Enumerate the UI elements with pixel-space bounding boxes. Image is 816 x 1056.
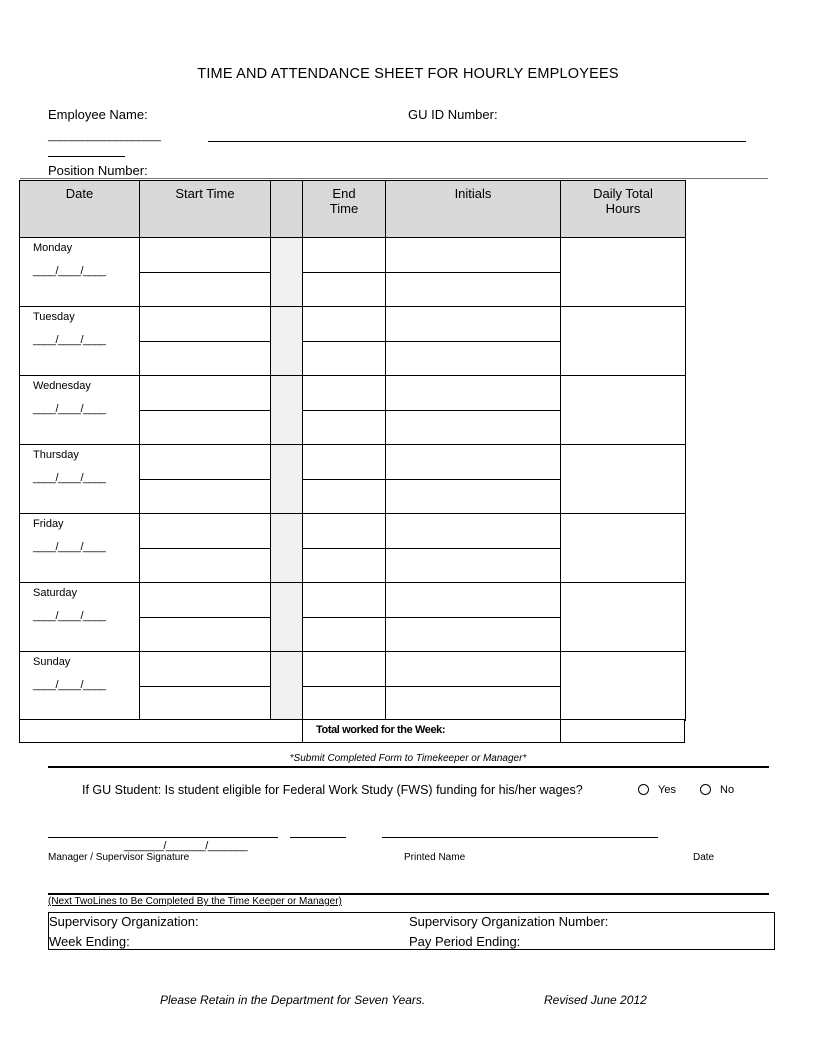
initials-input[interactable] — [385, 410, 561, 445]
timekeeper-note: (Next TwoLines to Be Completed By the Time Keeper or Manager) — [48, 896, 342, 907]
end-time-input[interactable] — [302, 479, 386, 514]
initials-input[interactable] — [385, 375, 561, 411]
fws-yes-label: Yes — [658, 784, 676, 796]
start-time-input[interactable] — [139, 306, 271, 342]
signature-date-field[interactable]: _______/_______/_______ — [124, 840, 248, 852]
day-label: Monday — [33, 242, 73, 254]
day-label: Saturday — [33, 587, 78, 599]
end-time-input[interactable] — [302, 341, 386, 376]
fws-question: If GU Student: Is student eligible for Federal Work Study (FWS) funding for his/her wages? — [82, 783, 583, 797]
daily-total-input[interactable] — [560, 513, 686, 583]
daily-total-input[interactable] — [560, 237, 686, 307]
name-underline-line — [208, 141, 746, 142]
header-separator — [20, 178, 768, 179]
position-number-label: Position Number: — [48, 163, 148, 178]
daily-total-input[interactable] — [560, 651, 686, 721]
submit-note: *Submit Completed Form to Timekeeper or Manager* — [289, 753, 527, 764]
initials-input[interactable] — [385, 651, 561, 687]
initials-input[interactable] — [385, 444, 561, 480]
date-cell — [19, 444, 140, 514]
day-rows — [19, 237, 686, 720]
header-end-time: End Time — [329, 186, 359, 216]
day-label: Tuesday — [33, 311, 75, 323]
start-time-input[interactable] — [139, 444, 271, 480]
spacer-cell — [270, 444, 303, 514]
revised-note: Revised June 2012 — [544, 993, 647, 1007]
submit-separator — [48, 766, 769, 768]
fws-no-label: No — [720, 784, 735, 796]
date-label: Date — [693, 852, 715, 863]
manager-signature-line[interactable] — [48, 837, 278, 838]
employee-name-label: Employee Name: — [48, 107, 148, 122]
spacer-cell — [270, 651, 303, 721]
start-time-input[interactable] — [139, 237, 271, 273]
pay-period-ending-label: Pay Period Ending: — [409, 934, 521, 949]
spacer-cell — [270, 582, 303, 652]
daily-total-input[interactable] — [560, 306, 686, 376]
date-cell — [19, 513, 140, 583]
week-ending-label: Week Ending: — [49, 934, 130, 949]
name-underline-text: ____________________ — [48, 130, 161, 142]
header-daily-total: Daily Total Hours — [593, 186, 653, 216]
spacer-cell — [270, 513, 303, 583]
initials-input[interactable] — [385, 237, 561, 273]
timekeeper-separator — [48, 893, 769, 895]
fws-yes-radio[interactable] — [638, 784, 649, 795]
total-blank-cell — [19, 719, 303, 743]
daily-total-input[interactable] — [560, 375, 686, 445]
day-row — [19, 582, 686, 652]
end-time-input[interactable] — [302, 375, 386, 411]
start-time-input[interactable] — [139, 686, 271, 721]
end-time-input[interactable] — [302, 582, 386, 618]
day-row — [19, 306, 686, 376]
spacer-cell — [270, 237, 303, 307]
retain-note: Please Retain in the Department for Seven Years. — [160, 993, 426, 1007]
date-cell — [19, 237, 140, 307]
employee-name-field[interactable] — [48, 130, 746, 144]
date-entry-field[interactable]: ____/____/____ — [33, 679, 106, 691]
time-table — [19, 180, 686, 744]
daily-total-input[interactable] — [560, 582, 686, 652]
end-time-input[interactable] — [302, 272, 386, 307]
weekly-total-input[interactable] — [560, 719, 685, 743]
start-time-input[interactable] — [139, 410, 271, 445]
initials-input[interactable] — [385, 306, 561, 342]
start-time-input[interactable] — [139, 582, 271, 618]
supervisory-org-label: Supervisory Organization: — [49, 914, 199, 929]
end-time-input[interactable] — [302, 444, 386, 480]
spacer-cell — [270, 375, 303, 445]
initials-input[interactable] — [385, 341, 561, 376]
supervisory-org-number-label: Supervisory Organization Number: — [409, 914, 609, 929]
initials-input[interactable] — [385, 686, 561, 721]
date-cell — [19, 375, 140, 445]
date-entry-field[interactable]: ____/____/____ — [33, 265, 106, 277]
fws-no-radio[interactable] — [700, 784, 711, 795]
end-time-input[interactable] — [302, 306, 386, 342]
initials-input[interactable] — [385, 272, 561, 307]
page-title: TIME AND ATTENDANCE SHEET FOR HOURLY EMPLOYEES — [197, 66, 619, 82]
day-row — [19, 444, 686, 514]
start-time-input[interactable] — [139, 617, 271, 652]
day-label: Wednesday — [33, 380, 91, 392]
initials-input[interactable] — [385, 548, 561, 583]
end-time-input[interactable] — [302, 686, 386, 721]
start-time-input[interactable] — [139, 548, 271, 583]
initials-input[interactable] — [385, 513, 561, 549]
printed-name-line[interactable] — [382, 837, 658, 838]
end-time-input[interactable] — [302, 548, 386, 583]
end-time-input[interactable] — [302, 237, 386, 273]
short-underline — [48, 156, 125, 157]
header-initials: Initials — [454, 186, 492, 201]
total-label: Total worked for the Week: — [316, 724, 446, 736]
date-cell — [19, 582, 140, 652]
start-time-input[interactable] — [139, 341, 271, 376]
date-entry-field[interactable]: ____/____/____ — [33, 541, 106, 553]
initials-input[interactable] — [385, 479, 561, 514]
printed-name-label: Printed Name — [404, 852, 466, 863]
date-cell — [19, 306, 140, 376]
initials-input[interactable] — [385, 582, 561, 618]
start-time-input[interactable] — [139, 272, 271, 307]
date-entry-field[interactable]: ____/____/____ — [33, 334, 106, 346]
header-start-time: Start Time — [175, 186, 235, 201]
header-date: Date — [65, 186, 94, 201]
date-entry-field[interactable]: ____/____/____ — [33, 403, 106, 415]
date-cell — [19, 651, 140, 721]
header-spacer-cell — [270, 180, 303, 238]
total-label-cell — [302, 719, 561, 743]
day-row — [19, 375, 686, 445]
day-label: Sunday — [33, 656, 71, 668]
spacer-cell — [270, 306, 303, 376]
end-time-input[interactable] — [302, 410, 386, 445]
day-row — [19, 513, 686, 583]
start-time-input[interactable] — [139, 651, 271, 687]
end-time-input[interactable] — [302, 617, 386, 652]
start-time-input[interactable] — [139, 479, 271, 514]
gu-id-label: GU ID Number: — [408, 107, 498, 122]
start-time-input[interactable] — [139, 513, 271, 549]
date-entry-field[interactable]: ____/____/____ — [33, 472, 106, 484]
day-label: Thursday — [33, 449, 79, 461]
timekeeper-box — [48, 912, 775, 950]
end-time-input[interactable] — [302, 651, 386, 687]
daily-total-input[interactable] — [560, 444, 686, 514]
signature-short-line[interactable] — [290, 837, 346, 838]
day-label: Friday — [33, 518, 64, 530]
end-time-input[interactable] — [302, 513, 386, 549]
day-row — [19, 651, 686, 721]
day-row — [19, 237, 686, 307]
start-time-input[interactable] — [139, 375, 271, 411]
manager-signature-label: Manager / Supervisor Signature — [48, 852, 190, 863]
date-entry-field[interactable]: ____/____/____ — [33, 610, 106, 622]
initials-input[interactable] — [385, 617, 561, 652]
